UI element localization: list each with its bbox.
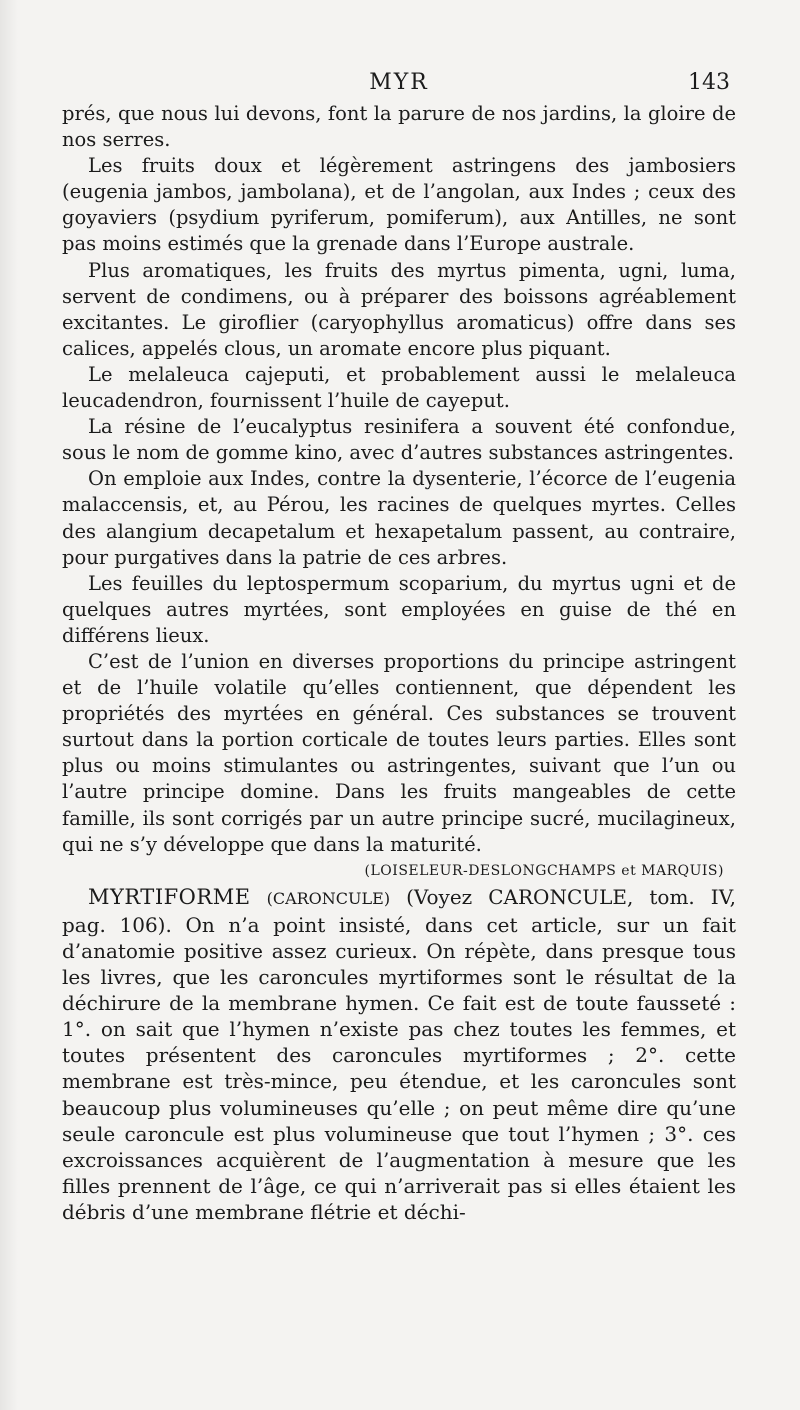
paragraph-aromatiques: Plus aromatiques, les fruits des myrtus pimenta, ugni, luma, servent de condimens, ou à préparer des boissons agréablement excitantes. Le giroflier (caryophyllus aromaticus) offre dans ses calices, appelés clous, un aromate encore plus piquant.	[62, 258, 736, 360]
paragraph-eucalyptus: La résine de l’eucalyptus resinifera a souvent été confondue, sous le nom de gomme kino, avec d’autres substances astringentes.	[62, 415, 736, 465]
paragraph-melaleuca: Le melaleuca cajeputi, et probablement aussi le melaleuca leucadendron, fournissent l’huile de cayeput.	[62, 362, 736, 413]
entry-headword: MYRTIFORME	[88, 884, 251, 909]
entry-label: (CARONCULE)	[266, 888, 391, 908]
author-signature: (LOISELEUR-DESLONGCHAMPS et MARQUIS)	[364, 862, 724, 879]
paragraph-jambosiers: Les fruits doux et légèrement astringens des jambosiers (eugenia jambos, jambolana), et de l’angolan, aux Indes ; ceux des goyaviers (psydium pyriferum, pomiferum), aux Antilles, ne sont pas moins estimés que la grenade dans l’Europe australe.	[62, 154, 736, 256]
page-number: 143	[688, 70, 730, 95]
entry-reference: (Voyez CARONCULE, tom. IV, pag. 106).	[62, 884, 736, 937]
paragraph-dysenterie: On emploie aux Indes, contre la dysenterie, l’écorce de l’eugenia malaccensis, et, au Pérou, les racines de quelques myrtes. Celles des alangium decapetalum et hexapetalum passent, au contraire, pour purgatives dans la patrie de ces arbres.	[62, 467, 736, 569]
entry-myrtiforme	[62, 884, 736, 1225]
paragraph-continuation: prés, que nous lui devons, font la parure de nos jardins, la gloire de nos serres.	[62, 102, 736, 152]
entry-text: On n’a point insisté, dans cet article, sur un fait d’anatomie positive assez curieux. On répète, dans presque tous les livres, que les caroncules myrtiformes sont le résultat de la déchirure de la membrane hymen. Ce fait est de toute fausseté : 1°. on sait que l’hymen n’existe pas chez toutes les femmes, et toutes présentent des caroncules myrtiformes ; 2°. cette membrane est très-mince, peu étendue, et les caroncules sont beaucoup plus volumineuses qu’elle ; on peut même dire qu’une seule caroncule est plus volumineuse que tout l’hymen ; 3°. ces excroissances acquièrent de l’augmentation à mesure que les filles prennent de l’âge, ce qui n’arriverait pas si elles étaient les débris d’une membrane flétrie et déchi-	[62, 912, 736, 1224]
page-header	[62, 68, 736, 98]
body-text	[62, 101, 736, 1225]
paragraph-feuilles: Les feuilles du leptospermum scoparium, du myrtus ugni et de quelques autres myrtées, sont employées en guise de thé en différens lieux.	[62, 571, 736, 647]
paragraph-proprietes: C’est de l’union en diverses proportions du principe astringent et de l’huile volatile qu’elles contiennent, que dépendent les propriétés des myrtées en général. Ces substances se trouvent surtout dans la portion corticale de toutes leurs parties. Elles sont plus ou moins stimulantes ou astringentes, suivant que l’un ou l’autre principe domine. Dans les fruits mangeables de cette famille, ils sont corrigés par un autre principe sucré, mucilagineux, qui ne s’y développe que dans la maturité.	[62, 649, 736, 856]
running-head: MYR	[369, 70, 429, 95]
page-fold-shadow	[0, 0, 18, 1410]
